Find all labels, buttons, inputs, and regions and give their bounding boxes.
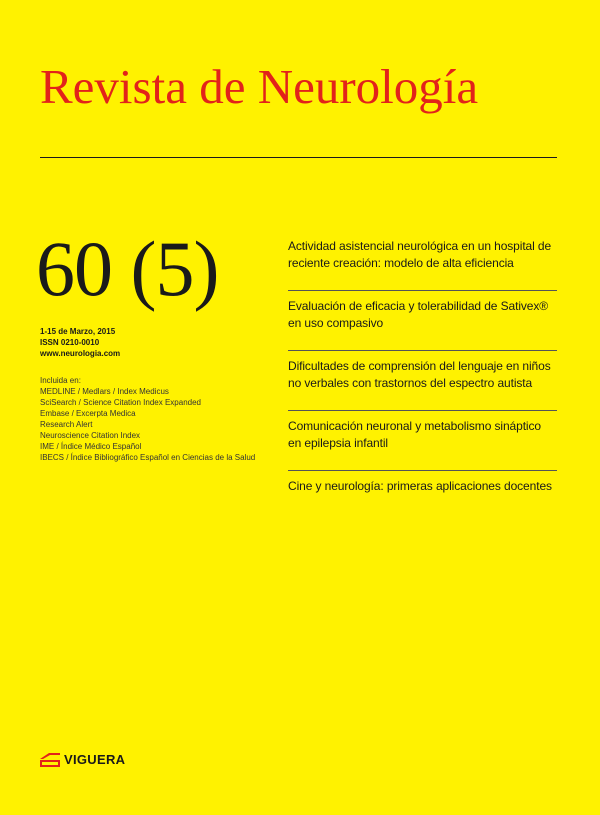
publication-info [40, 326, 120, 359]
article-item[interactable] [288, 298, 557, 358]
article-item[interactable] [288, 238, 557, 298]
article-item[interactable] [288, 358, 557, 418]
indexing-item: Embase / Excerpta Medica [40, 409, 136, 418]
indexing-item: IME / Índice Médico Español [40, 442, 142, 451]
indexing-item: MEDLINE / Medlars / Index Medicus [40, 387, 169, 396]
article-title: Cine y neurología: primeras aplicaciones docentes [288, 479, 552, 493]
viguera-logo-icon [40, 753, 60, 767]
article-item[interactable] [288, 418, 557, 478]
title-divider [40, 157, 557, 158]
indexing-item: IBECS / Índice Bibliográfico Español en Ciencias de la Salud [40, 453, 256, 462]
indexing-item: SciSearch / Science Citation Index Expanded [40, 398, 201, 407]
publisher-brand [40, 752, 125, 767]
publisher-name: VIGUERA [64, 752, 126, 767]
issn: ISSN 0210-0010 [40, 338, 100, 347]
article-divider [288, 470, 557, 471]
indexing-item: Neuroscience Citation Index [40, 431, 141, 440]
issue-date: 1-15 de Marzo, 2015 [40, 327, 116, 336]
article-title: Evaluación de eficacia y tolerabilidad de Sativex® en uso compasivo [288, 299, 548, 330]
article-divider [288, 350, 557, 351]
article-title: Actividad asistencial neurológica en un hospital de reciente creación: modelo de alta eficiencia [288, 239, 552, 270]
article-divider [288, 410, 557, 411]
indexing-heading: Incluida en: [40, 376, 81, 385]
issue-number: 60 (5) [36, 225, 219, 312]
article-list [288, 238, 557, 538]
article-item[interactable] [288, 478, 557, 538]
indexing-item: Research Alert [40, 420, 93, 429]
article-title: Dificultades de comprensión del lenguaje en niños no verbales con trastornos del espectro autista [288, 359, 551, 390]
indexing-list [40, 375, 255, 463]
website-link[interactable]: www.neurologia.com [40, 349, 121, 358]
article-divider [288, 290, 557, 291]
article-title: Comunicación neuronal y metabolismo sináptico en epilepsia infantil [288, 419, 541, 450]
journal-title: Revista de Neurología [40, 59, 479, 114]
